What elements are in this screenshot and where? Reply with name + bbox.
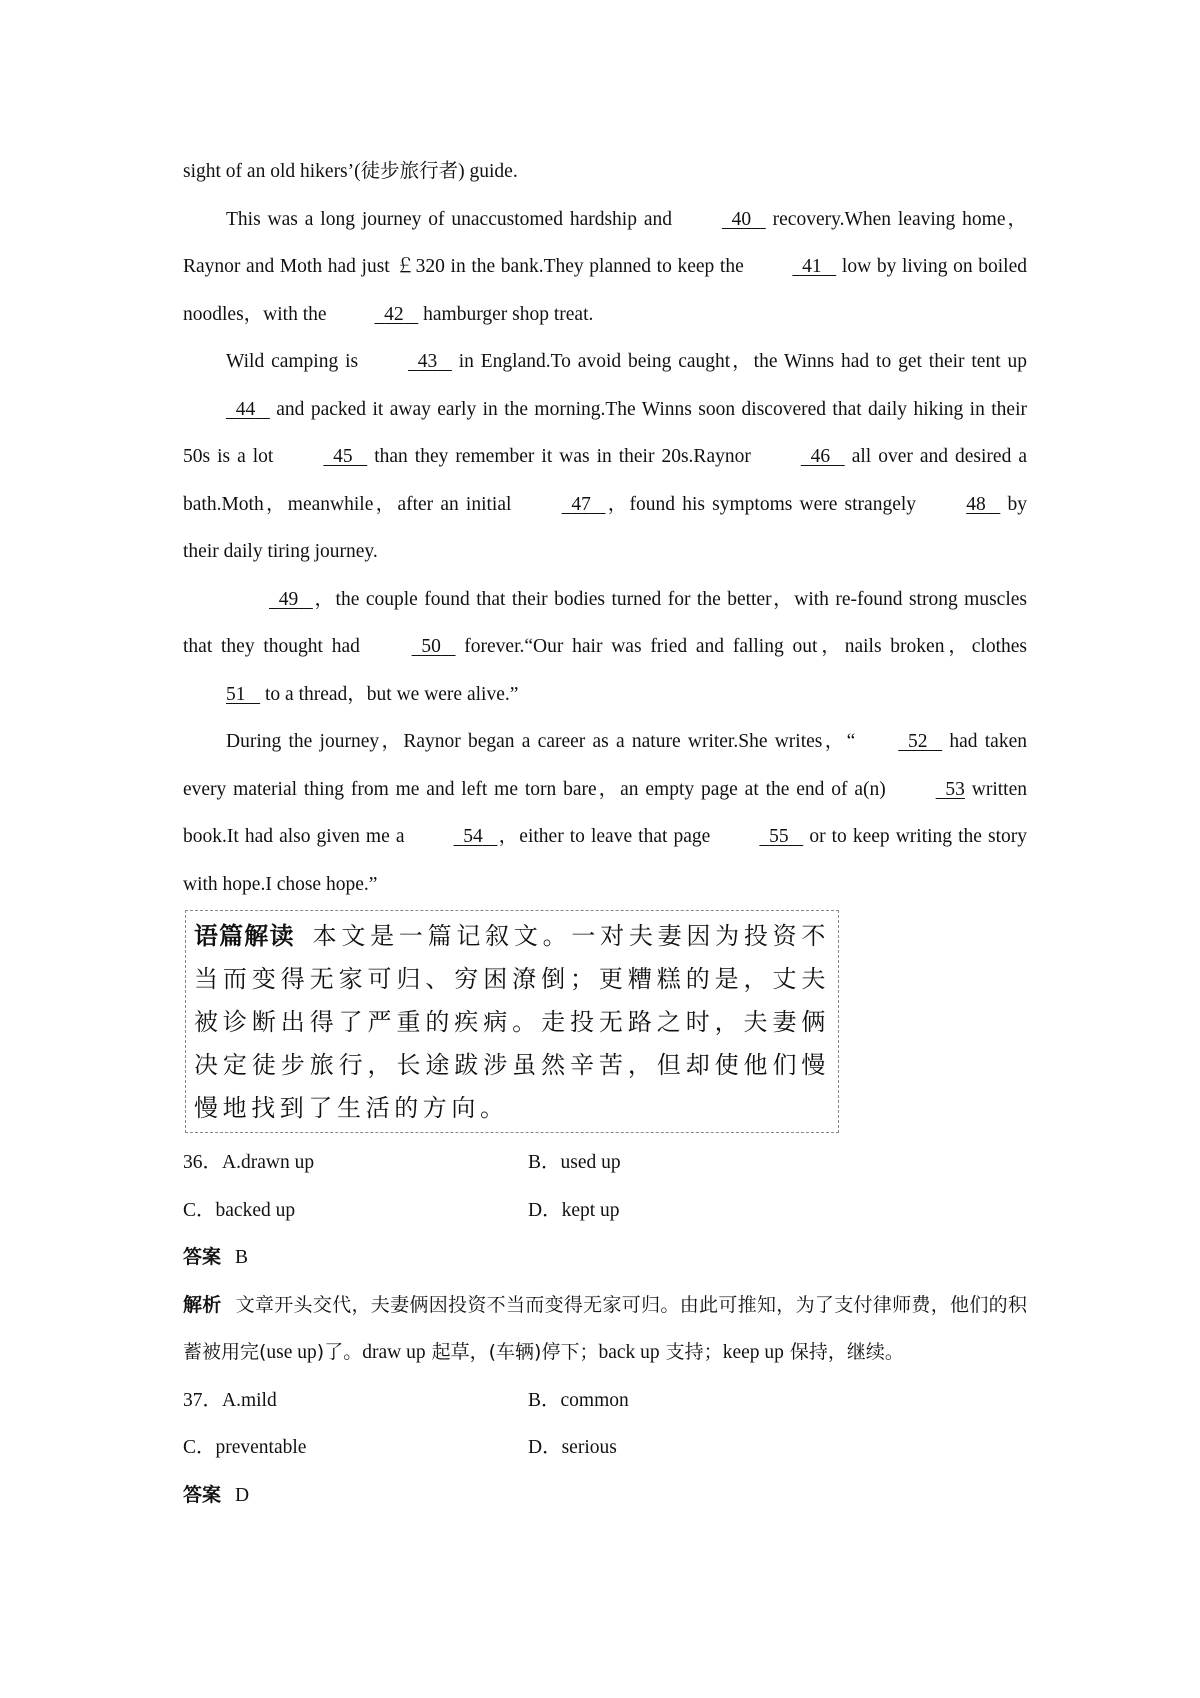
blank-52: 52 [908, 731, 928, 752]
blank-48: 48 [966, 493, 986, 515]
text-run: ，found his symptoms were strangely [605, 493, 924, 515]
blank-49: 49 [278, 588, 299, 610]
paragraph-p2 [183, 196, 1027, 339]
passage-text: sight of an old hikers’(徒步旅行者) guide. [183, 161, 518, 182]
blank-51: 51 [226, 683, 246, 705]
text-run: all over and desired a bath.Moth，meanwhile，after an initial [183, 446, 1027, 515]
text-run: ，the couple found that their bodies turned for the better，with re-found strong muscles that they thought had [183, 588, 1027, 657]
question-36-row-1 [183, 1139, 1027, 1187]
answer-label: 答案 [183, 1246, 222, 1268]
question-37-row-1 [183, 1377, 1027, 1425]
expl-run: 支持； [659, 1341, 723, 1363]
answer-label: 答案 [183, 1483, 222, 1506]
question-37-row-2 [183, 1424, 1027, 1472]
expl-run: 起草，(车辆)停下； [425, 1341, 599, 1363]
text-run: or to keep writing the story with hope.I chose hope.” [183, 826, 1028, 895]
text-run: had taken every material thing from me and left me torn bare，an empty page at the end of a(n) [183, 731, 1027, 800]
q36-explanation [183, 1282, 1027, 1377]
question-36-row-2 [183, 1187, 1027, 1235]
content-area [183, 148, 1027, 1519]
paragraph-p4 [183, 576, 1027, 719]
blank-44: 44 [235, 398, 256, 420]
blank-40: 40 [731, 208, 752, 230]
paragraph-p3 [183, 338, 1027, 576]
text-run: Wild camping is [226, 351, 365, 372]
blank-53: 53 [945, 778, 965, 800]
paragraph-p5 [183, 718, 1027, 908]
reading-box-heading: 语篇解读 [194, 922, 295, 950]
reading-box-body: 本文是一篇记叙文。一对夫妻因为投资不当而变得无家可归、穷困潦倒；更糟糕的是，丈夫被诊断出得了严重的疾病。走投无路之时，夫妻俩决定徒步旅行，长途跋涉虽然辛苦，但却使他们慢慢地找到了生活的方向。 [194, 922, 830, 1122]
text-run: and packed it away early in the morning.The Winns soon discovered that daily hiking in their 50s is a lot [183, 398, 1027, 467]
q37-option-a: 37．A.mild [183, 1389, 277, 1411]
text-run: to a thread，but we were alive.” [260, 683, 519, 705]
expl-run: use up [266, 1342, 317, 1363]
explanation-label: 解析 [183, 1293, 222, 1316]
blank-47: 47 [571, 493, 591, 515]
text-run: recovery.When leaving home，Raynor and Moth had just ￡320 in the bank.They planned to keep the [183, 208, 1027, 277]
text-run: hamburger shop treat. [418, 303, 594, 325]
q37-option-c: C．preventable [183, 1437, 307, 1458]
text-run: written book.It had also given me a [183, 778, 1027, 847]
text-run: low by living on boiled noodles，with the [183, 256, 1027, 325]
expl-run: draw up [362, 1342, 426, 1363]
q36-option-b: B．used up [528, 1152, 621, 1173]
blank-43: 43 [417, 351, 438, 372]
text-run: During the journey，Raynor began a career as a nature writer.She writes，“ [226, 731, 856, 752]
text-run: than they remember it was in their 20s.Raynor [367, 446, 758, 467]
blank-41: 41 [802, 256, 822, 277]
blank-50: 50 [421, 636, 441, 657]
reading-box-text [194, 915, 830, 1130]
q36-answer [183, 1234, 1027, 1282]
text-run: by their daily tiring journey. [183, 493, 1027, 562]
blank-42: 42 [384, 303, 404, 325]
blank-55: 55 [769, 826, 789, 847]
blank-46: 46 [810, 446, 831, 467]
expl-run: keep up [722, 1342, 784, 1363]
answer-value: B [235, 1247, 249, 1268]
text-run: in England.To avoid being caught，the Winns had to get their tent up [451, 351, 1027, 372]
expl-run: 保持，继续。 [783, 1341, 904, 1363]
q37-option-d: D．serious [528, 1437, 617, 1458]
q37-answer [183, 1472, 1027, 1520]
passage-line [183, 148, 1027, 196]
q37-option-b: B．common [528, 1389, 629, 1411]
blank-54: 54 [463, 826, 483, 847]
text-run: ，either to leave that page [497, 826, 717, 847]
q36-option-c: C．backed up [183, 1199, 296, 1221]
answer-value: D [235, 1484, 250, 1506]
reading-interpretation-box [185, 910, 839, 1133]
q36-option-d: D．kept up [528, 1199, 620, 1221]
blank-45: 45 [333, 446, 353, 467]
q36-option-a: 36．A.drawn up [183, 1152, 315, 1173]
expl-run: )了。 [316, 1341, 363, 1363]
expl-run: back up [598, 1342, 660, 1363]
text-run: This was a long journey of unaccustomed hardship and [226, 208, 679, 230]
expl-run: 文章开头交代，夫妻俩因投资不当而变得无家可归。由此可推知，为了支付律师费，他们的积蓄被用完( [183, 1293, 1027, 1363]
text-run: forever.“Our hair was fried and falling out，nails broken，clothes [455, 636, 1027, 657]
